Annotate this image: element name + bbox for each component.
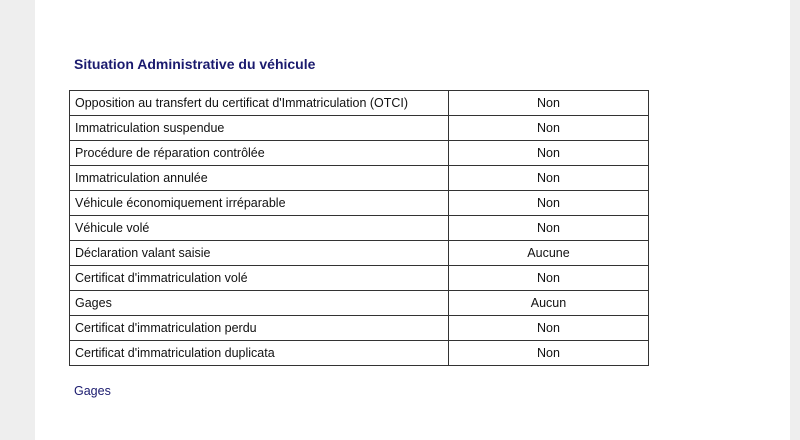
table-row [70, 116, 649, 141]
row-value: Non [449, 91, 649, 116]
row-label: Gages [70, 291, 449, 316]
row-label: Procédure de réparation contrôlée [70, 141, 449, 166]
table-row [70, 191, 649, 216]
row-label: Immatriculation suspendue [70, 116, 449, 141]
row-label: Certificat d'immatriculation duplicata [70, 341, 449, 366]
vehicle-status-table [69, 90, 649, 366]
row-label: Certificat d'immatriculation volé [70, 266, 449, 291]
table-row [70, 216, 649, 241]
row-label: Véhicule économiquement irréparable [70, 191, 449, 216]
table-row [70, 341, 649, 366]
table-row [70, 91, 649, 116]
section-title: Situation Administrative du véhicule [74, 56, 316, 72]
table-row [70, 316, 649, 341]
table-row [70, 291, 649, 316]
table-row [70, 166, 649, 191]
row-value: Non [449, 266, 649, 291]
row-value: Non [449, 316, 649, 341]
row-value: Aucune [449, 241, 649, 266]
row-label: Certificat d'immatriculation perdu [70, 316, 449, 341]
table-row [70, 266, 649, 291]
table-row [70, 241, 649, 266]
row-value: Non [449, 141, 649, 166]
row-value: Non [449, 191, 649, 216]
row-value: Aucun [449, 291, 649, 316]
row-value: Non [449, 116, 649, 141]
row-value: Non [449, 216, 649, 241]
row-label: Déclaration valant saisie [70, 241, 449, 266]
row-label: Opposition au transfert du certificat d'Immatriculation (OTCI) [70, 91, 449, 116]
row-value: Non [449, 166, 649, 191]
row-label: Immatriculation annulée [70, 166, 449, 191]
row-label: Véhicule volé [70, 216, 449, 241]
document-page [35, 0, 790, 440]
table-row [70, 141, 649, 166]
row-value: Non [449, 341, 649, 366]
gages-section-heading: Gages [74, 384, 111, 398]
